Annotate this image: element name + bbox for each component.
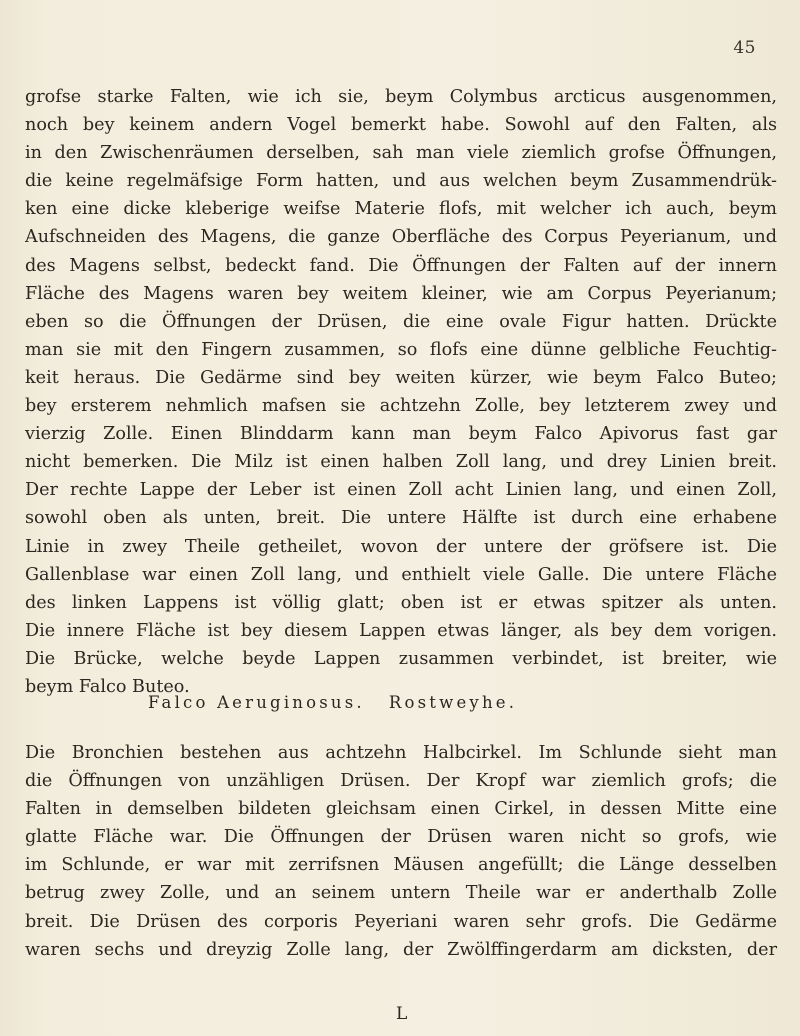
text-line: Der rechte Lappe der Leber ist einen Zoll acht Linien lang, und einen Zoll, bbox=[25, 480, 777, 501]
text-line: bey ersterem nehmlich mafsen sie achtzehn Zolle, bey letzterem zwey und bbox=[25, 396, 777, 417]
page-number: 45 bbox=[733, 38, 756, 58]
text-line: glatte Fläche war. Die Öffnungen der Drüsen waren nicht so grofs, wie bbox=[25, 827, 777, 848]
text-line: beym Falco Buteo. bbox=[25, 676, 190, 697]
text-line: noch bey keinem andern Vogel bemerkt habe. Sowohl auf den Falten, als bbox=[25, 115, 777, 136]
text-line: Die innere Fläche ist bey diesem Lappen etwas länger, als bey dem vorigen. bbox=[25, 620, 777, 641]
text-line: keit heraus. Die Gedärme sind bey weiten kürzer, wie beym Falco Buteo; bbox=[25, 367, 777, 388]
text-line: im Schlunde, er war mit zerrifsnen Mäusen angefüllt; die Länge desselben bbox=[25, 855, 777, 876]
text-line: Die Brücke, welche beyde Lappen zusammen verbindet, ist breiter, wie bbox=[25, 648, 777, 669]
text-line: eben so die Öffnungen der Drüsen, die eine ovale Figur hatten. Drückte bbox=[25, 311, 777, 332]
text-line: sowohl oben als unten, breit. Die untere Hälfte ist durch eine erhabene bbox=[25, 508, 777, 529]
text-line: in den Zwischenräumen derselben, sah man viele ziemlich grofse Öffnungen, bbox=[25, 143, 777, 164]
text-line: Gallenblase war einen Zoll lang, und enthielt viele Galle. Die untere Fläche bbox=[25, 564, 777, 585]
paragraph-2 bbox=[25, 739, 777, 964]
text-line: des Magens selbst, bedeckt fand. Die Öffnungen der Falten auf der innern bbox=[25, 255, 777, 276]
text-line: Linie in zwey Theile getheilet, wovon der untere der gröfsere ist. Die bbox=[25, 536, 777, 557]
text-line: Die Bronchien bestehen aus achtzehn Halbcirkel. Im Schlunde sieht man bbox=[25, 743, 777, 763]
text-line: die Öffnungen von unzähligen Drüsen. Der Kropf war ziemlich grofs; die bbox=[25, 771, 777, 792]
paragraph-1 bbox=[25, 83, 777, 701]
species-latin-name: Falco Aeruginosus. bbox=[148, 693, 365, 712]
text-line: vierzig Zolle. Einen Blinddarm kann man beym Falco Apivorus fast gar bbox=[25, 424, 777, 445]
text-line: nicht bemerken. Die Milz ist einen halben Zoll lang, und drey Linien breit. bbox=[25, 452, 777, 473]
species-german-name: Rostweyhe. bbox=[388, 693, 518, 712]
text-line: Fläche des Magens waren bey weitem kleiner, wie am Corpus Peyerianum; bbox=[25, 283, 777, 304]
text-line: Falten in demselben bildeten gleichsam einen Cirkel, in dessen Mitte eine bbox=[25, 799, 777, 820]
section-heading bbox=[148, 693, 541, 712]
text-line: Aufschneiden des Magens, die ganze Oberfläche des Corpus Peyerianum, und bbox=[25, 227, 777, 248]
text-line: grofse starke Falten, wie ich sie, beym Colymbus arcticus ausgenommen, bbox=[25, 87, 777, 107]
text-line: des linken Lappens ist völlig glatt; oben ist er etwas spitzer als unten. bbox=[25, 592, 777, 613]
text-line: betrug zwey Zolle, und an seinem untern Theile war er anderthalb Zolle bbox=[25, 883, 777, 904]
text-line: man sie mit den Fingern zusammen, so flofs eine dünne gelbliche Feuchtig- bbox=[25, 339, 777, 360]
text-line: ken eine dicke kleberige weifse Materie flofs, mit welcher ich auch, beym bbox=[25, 199, 777, 220]
catchword: L bbox=[396, 1004, 408, 1024]
text-line: die keine regelmäfsige Form hatten, und aus welchen beym Zusammendrük- bbox=[25, 171, 777, 192]
text-line: breit. Die Drüsen des corporis Peyeriani waren sehr grofs. Die Gedärme bbox=[25, 911, 777, 932]
text-line: waren sechs und dreyzig Zolle lang, der Zwölffingerdarm am dicksten, der bbox=[25, 939, 777, 960]
